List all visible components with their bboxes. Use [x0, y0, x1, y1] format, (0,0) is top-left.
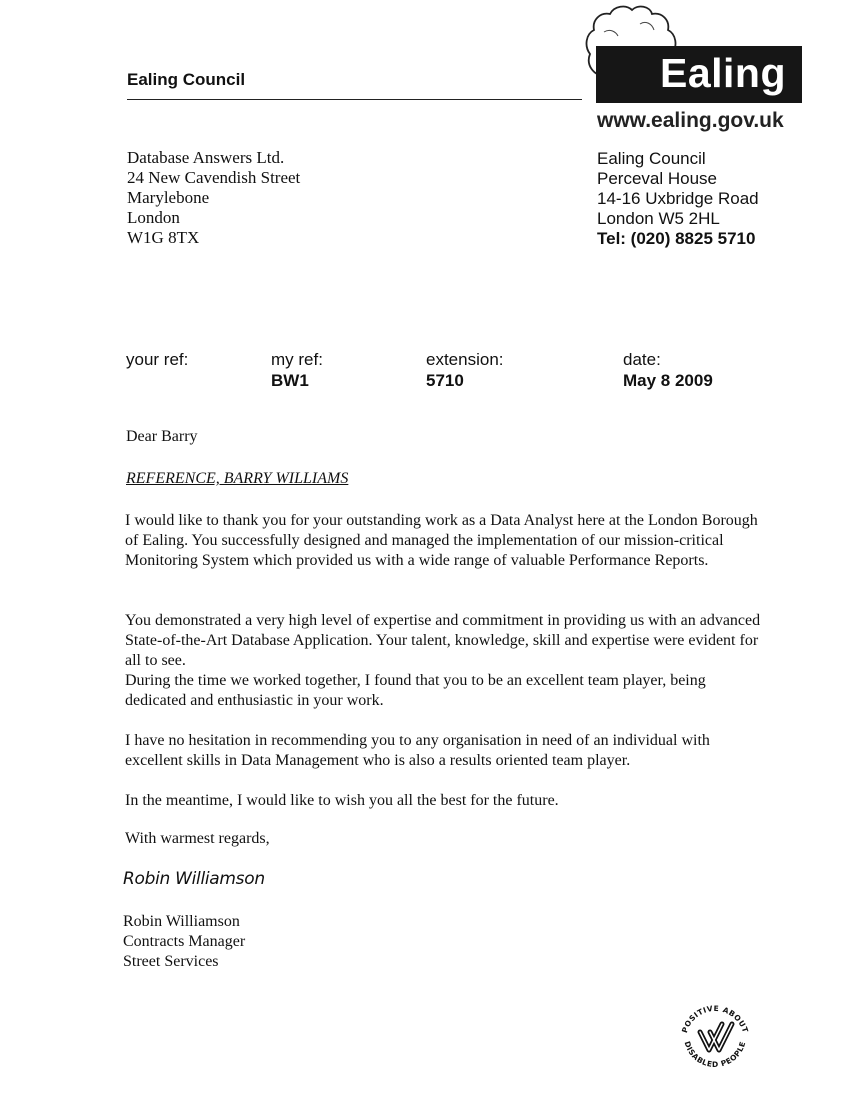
svg-text:POSITIVE ABOUT	[680, 1004, 750, 1034]
sender-line: London W5 2HL	[597, 209, 720, 228]
body-paragraph: In the meantime, I would like to wish you all the best for the future.	[125, 792, 559, 809]
closing: With warmest regards,	[125, 830, 270, 847]
disability-badge-icon	[676, 996, 754, 1076]
recipient-line: W1G 8TX	[127, 228, 200, 247]
website-link[interactable]: www.ealing.gov.uk	[597, 109, 784, 132]
sender-line: Ealing Council	[597, 149, 706, 168]
recipient-line: 24 New Cavendish Street	[127, 168, 301, 187]
recipient-address	[127, 148, 300, 248]
header-rule	[127, 99, 582, 100]
recipient-line: Database Answers Ltd.	[127, 148, 285, 167]
subject-line: REFERENCE, BARRY WILLIAMS	[126, 470, 349, 487]
extension-label: extension:	[426, 350, 504, 369]
date-value: May 8 2009	[623, 371, 713, 390]
sender-line: Perceval House	[597, 169, 718, 188]
your-ref-label: your ref:	[126, 350, 189, 369]
council-name: Ealing Council	[127, 70, 246, 89]
body-paragraph: I would like to thank you for your outstanding work as a Data Analyst here at the London Borough of Ealing. You successfully designed and managed the implementation of our mission-critical Monitoring System which provided us with a wide range of valuable Performance Reports.	[125, 512, 758, 569]
date-label: date:	[623, 350, 661, 369]
recipient-line: London	[127, 208, 180, 227]
body-paragraph: During the time we worked together, I found that you to be an excellent team player, being dedicated and enthusiastic in your work.	[125, 672, 706, 709]
badge-top-text: POSITIVE ABOUT	[679, 1003, 751, 1035]
logo-wordmark: Ealing	[660, 50, 787, 96]
salutation: Dear Barry	[126, 428, 198, 445]
body-paragraph: You demonstrated a very high level of expertise and commitment in providing us with an advanced State-of-the-Art Database Application. Your talent, knowledge, skill and expertise were evident for all to see.	[125, 612, 761, 669]
signatory-department: Street Services	[123, 953, 219, 970]
signatory-name: Robin Williamson	[123, 913, 240, 930]
recipient-line: Marylebone	[127, 188, 210, 207]
signatory-block	[123, 912, 245, 972]
sender-address	[597, 149, 759, 249]
my-ref-value: BW1	[271, 371, 309, 390]
sender-line: 14-16 Uxbridge Road	[597, 189, 759, 208]
sender-tel: Tel: (020) 8825 5710	[597, 229, 756, 248]
my-ref-label: my ref:	[271, 350, 323, 369]
signatory-title: Contracts Manager	[123, 933, 246, 950]
body-paragraph: I have no hesitation in recommending you to any organisation in need of an individual with excellent skills in Data Management who is also a results oriented team player.	[125, 732, 710, 769]
extension-value: 5710	[426, 371, 464, 390]
badge-bottom-text: DISABLED PEOPLE	[682, 1040, 748, 1070]
signature: Robin Williamson	[123, 869, 265, 889]
